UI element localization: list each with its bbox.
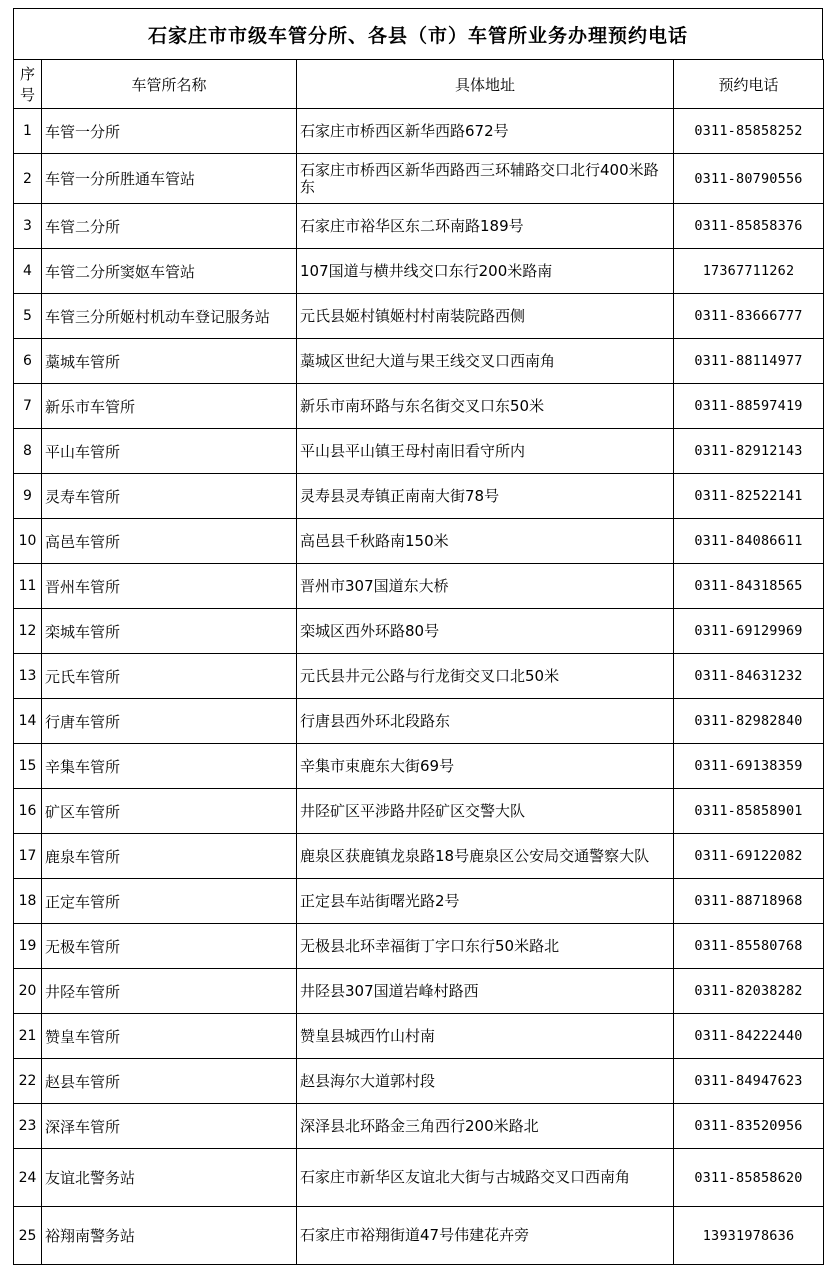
row-address: 赵县海尔大道郭村段 — [297, 1059, 674, 1104]
row-name: 平山车管所 — [42, 429, 297, 474]
row-address: 元氏县井元公路与行龙街交叉口北50米 — [297, 654, 674, 699]
row-no: 20 — [14, 969, 42, 1014]
table-row — [14, 1014, 824, 1059]
row-name: 无极车管所 — [42, 924, 297, 969]
row-phone: 0311-80790556 — [674, 154, 824, 204]
row-address: 石家庄市桥西区新华西路672号 — [297, 109, 674, 154]
row-no: 21 — [14, 1014, 42, 1059]
row-phone: 0311-82912143 — [674, 429, 824, 474]
table-row — [14, 249, 824, 294]
row-no: 24 — [14, 1149, 42, 1207]
row-no: 19 — [14, 924, 42, 969]
row-no: 12 — [14, 609, 42, 654]
row-address: 赞皇县城西竹山村南 — [297, 1014, 674, 1059]
table-body — [14, 109, 824, 1265]
row-address: 高邑县千秋路南150米 — [297, 519, 674, 564]
row-no: 8 — [14, 429, 42, 474]
row-phone: 0311-83520956 — [674, 1104, 824, 1149]
row-phone: 0311-69122082 — [674, 834, 824, 879]
row-phone: 0311-84631232 — [674, 654, 824, 699]
row-phone: 0311-85858901 — [674, 789, 824, 834]
table-row — [14, 789, 824, 834]
table-row — [14, 384, 824, 429]
table-row — [14, 969, 824, 1014]
row-address: 栾城区西外环路80号 — [297, 609, 674, 654]
row-name: 深泽车管所 — [42, 1104, 297, 1149]
header-phone: 预约电话 — [674, 60, 824, 109]
table-row — [14, 204, 824, 249]
row-no: 17 — [14, 834, 42, 879]
table-row — [14, 564, 824, 609]
row-phone: 0311-82038282 — [674, 969, 824, 1014]
table-row — [14, 1104, 824, 1149]
row-name: 车管一分所胜通车管站 — [42, 154, 297, 204]
row-name: 裕翔南警务站 — [42, 1207, 297, 1265]
row-name: 晋州车管所 — [42, 564, 297, 609]
row-address: 鹿泉区获鹿镇龙泉路18号鹿泉区公安局交通警察大队 — [297, 834, 674, 879]
row-phone: 0311-84086611 — [674, 519, 824, 564]
row-no: 10 — [14, 519, 42, 564]
row-address: 新乐市南环路与东名街交叉口东50米 — [297, 384, 674, 429]
row-name: 新乐市车管所 — [42, 384, 297, 429]
row-address: 晋州市307国道东大桥 — [297, 564, 674, 609]
row-no: 23 — [14, 1104, 42, 1149]
row-address: 藁城区世纪大道与果王线交叉口西南角 — [297, 339, 674, 384]
appointment-phone-sheet — [13, 8, 823, 1265]
row-no: 25 — [14, 1207, 42, 1265]
row-name: 辛集车管所 — [42, 744, 297, 789]
row-no: 15 — [14, 744, 42, 789]
row-address: 无极县北环幸福街丁字口东行50米路北 — [297, 924, 674, 969]
row-address: 正定县车站街曙光路2号 — [297, 879, 674, 924]
row-name: 鹿泉车管所 — [42, 834, 297, 879]
row-address: 石家庄市裕华区东二环南路189号 — [297, 204, 674, 249]
row-phone: 0311-84222440 — [674, 1014, 824, 1059]
row-name: 车管一分所 — [42, 109, 297, 154]
row-name: 车管二分所 — [42, 204, 297, 249]
row-no: 13 — [14, 654, 42, 699]
row-no: 18 — [14, 879, 42, 924]
row-phone: 0311-84947623 — [674, 1059, 824, 1104]
row-phone: 0311-85858252 — [674, 109, 824, 154]
row-phone: 0311-83666777 — [674, 294, 824, 339]
row-address: 行唐县西外环北段路东 — [297, 699, 674, 744]
row-no: 3 — [14, 204, 42, 249]
table-row — [14, 924, 824, 969]
header-address: 具体地址 — [297, 60, 674, 109]
row-name: 灵寿车管所 — [42, 474, 297, 519]
row-address: 深泽县北环路金三角西行200米路北 — [297, 1104, 674, 1149]
row-phone: 0311-82522141 — [674, 474, 824, 519]
row-phone: 0311-88114977 — [674, 339, 824, 384]
row-name: 藁城车管所 — [42, 339, 297, 384]
row-name: 矿区车管所 — [42, 789, 297, 834]
row-name: 行唐车管所 — [42, 699, 297, 744]
row-no: 5 — [14, 294, 42, 339]
row-address: 石家庄市桥西区新华西路西三环辅路交口北行400米路东 — [297, 154, 674, 204]
row-no: 9 — [14, 474, 42, 519]
row-name: 栾城车管所 — [42, 609, 297, 654]
appointment-table — [13, 59, 824, 1265]
row-address: 平山县平山镇王母村南旧看守所内 — [297, 429, 674, 474]
row-name: 车管三分所姬村机动车登记服务站 — [42, 294, 297, 339]
row-phone: 0311-88597419 — [674, 384, 824, 429]
header-name: 车管所名称 — [42, 60, 297, 109]
table-row — [14, 1149, 824, 1207]
row-address: 井陉县307国道岩峰村路西 — [297, 969, 674, 1014]
row-no: 7 — [14, 384, 42, 429]
table-row — [14, 429, 824, 474]
table-row — [14, 519, 824, 564]
row-phone: 13931978636 — [674, 1207, 824, 1265]
table-row — [14, 654, 824, 699]
table-row — [14, 609, 824, 654]
row-phone: 0311-85580768 — [674, 924, 824, 969]
row-no: 6 — [14, 339, 42, 384]
table-row — [14, 1059, 824, 1104]
row-phone: 0311-85858376 — [674, 204, 824, 249]
row-no: 2 — [14, 154, 42, 204]
row-phone: 17367711262 — [674, 249, 824, 294]
row-no: 11 — [14, 564, 42, 609]
table-row — [14, 154, 824, 204]
row-address: 井陉矿区平涉路井陉矿区交警大队 — [297, 789, 674, 834]
row-phone: 0311-88718968 — [674, 879, 824, 924]
row-phone: 0311-69129969 — [674, 609, 824, 654]
row-no: 4 — [14, 249, 42, 294]
row-no: 1 — [14, 109, 42, 154]
row-phone: 0311-84318565 — [674, 564, 824, 609]
row-address: 辛集市束鹿东大街69号 — [297, 744, 674, 789]
sheet-title: 石家庄市市级车管分所、各县（市）车管所业务办理预约电话 — [13, 8, 823, 59]
row-name: 正定车管所 — [42, 879, 297, 924]
table-row — [14, 879, 824, 924]
table-row — [14, 699, 824, 744]
row-no: 16 — [14, 789, 42, 834]
row-phone: 0311-85858620 — [674, 1149, 824, 1207]
header-no: 序号 — [14, 60, 42, 109]
table-row — [14, 1207, 824, 1265]
header-row — [14, 60, 824, 109]
table-row — [14, 474, 824, 519]
row-address: 元氏县姬村镇姬村村南装院路西侧 — [297, 294, 674, 339]
row-address: 石家庄市新华区友谊北大街与古城路交叉口西南角 — [297, 1149, 674, 1207]
row-name: 车管二分所窦妪车管站 — [42, 249, 297, 294]
table-row — [14, 744, 824, 789]
row-address: 石家庄市裕翔街道47号伟建花卉旁 — [297, 1207, 674, 1265]
table-row — [14, 109, 824, 154]
row-name: 井陉车管所 — [42, 969, 297, 1014]
row-phone: 0311-69138359 — [674, 744, 824, 789]
row-name: 赞皇车管所 — [42, 1014, 297, 1059]
row-name: 元氏车管所 — [42, 654, 297, 699]
table-row — [14, 339, 824, 384]
table-row — [14, 294, 824, 339]
row-address: 灵寿县灵寿镇正南南大街78号 — [297, 474, 674, 519]
row-address: 107国道与横井线交口东行200米路南 — [297, 249, 674, 294]
row-name: 赵县车管所 — [42, 1059, 297, 1104]
row-phone: 0311-82982840 — [674, 699, 824, 744]
row-name: 友谊北警务站 — [42, 1149, 297, 1207]
row-name: 高邑车管所 — [42, 519, 297, 564]
table-row — [14, 834, 824, 879]
row-no: 14 — [14, 699, 42, 744]
row-no: 22 — [14, 1059, 42, 1104]
